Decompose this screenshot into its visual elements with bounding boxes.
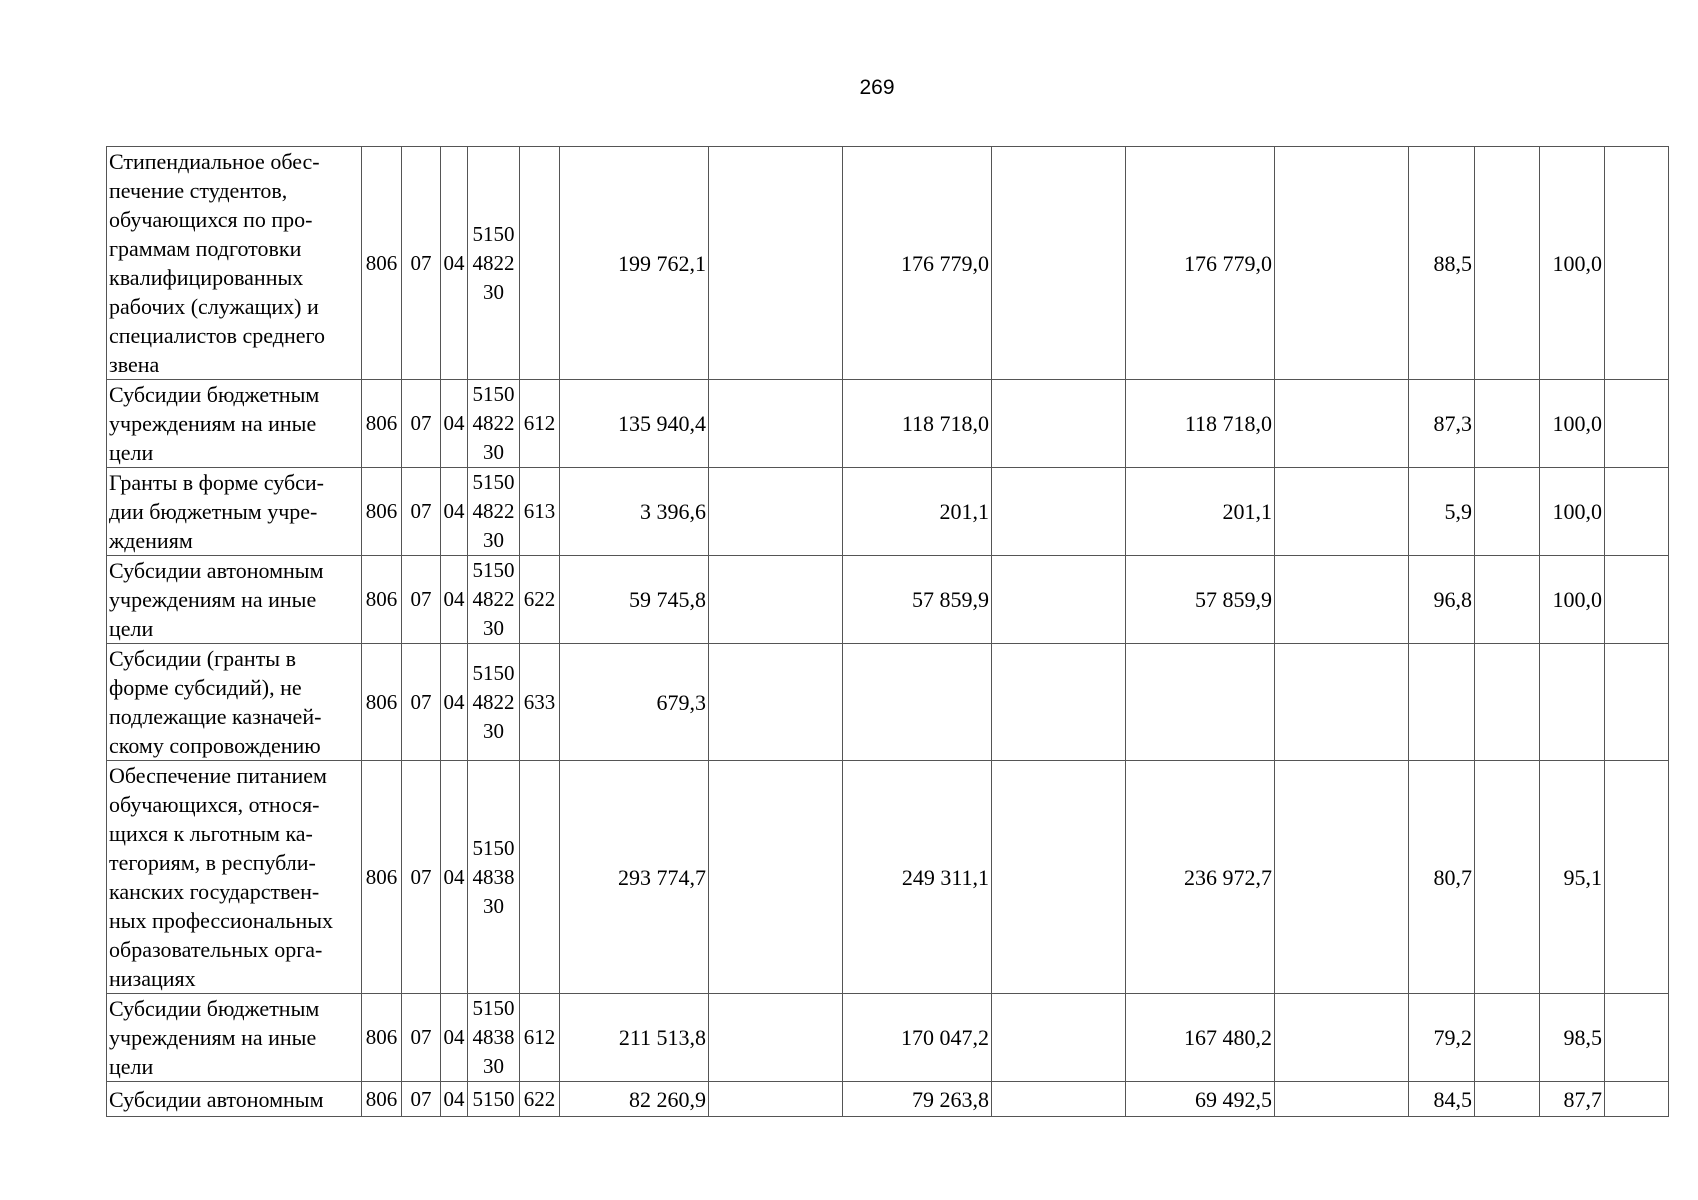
target-article-code: 5150 4838 30	[468, 994, 520, 1082]
subsection-code: 04	[441, 556, 468, 644]
percent-col-1	[1409, 644, 1475, 761]
row-name: Субсидии бюджетным учреждениям на иные цели	[107, 380, 362, 468]
grbs-code: 806	[362, 644, 402, 761]
row-name: Гранты в форме субси- дии бюджетным учре- ждениям	[107, 468, 362, 556]
percent-col-1: 88,5	[1409, 147, 1475, 380]
percent-col-1: 84,5	[1409, 1082, 1475, 1117]
row-name: Обеспечение питанием обучающихся, относя- щихся к льготным ка- тегориям, в республи- канских государствен- ных профессиональных образовательных орга- низациях	[107, 761, 362, 994]
subsection-code: 04	[441, 1082, 468, 1117]
percent-col-4	[1605, 468, 1669, 556]
amount-col-1: 199 762,1	[560, 147, 709, 380]
expense-type-code	[520, 761, 560, 994]
percent-col-4	[1605, 1082, 1669, 1117]
subsection-code: 04	[441, 994, 468, 1082]
subsection-code: 04	[441, 380, 468, 468]
percent-col-4	[1605, 761, 1669, 994]
percent-col-2	[1475, 644, 1540, 761]
target-article-code: 5150	[468, 1082, 520, 1117]
amount-col-1: 293 774,7	[560, 761, 709, 994]
grbs-code: 806	[362, 761, 402, 994]
table-row	[107, 147, 1669, 380]
amount-col-2	[709, 380, 843, 468]
percent-col-3: 98,5	[1540, 994, 1605, 1082]
percent-col-1: 87,3	[1409, 380, 1475, 468]
amount-col-2	[709, 468, 843, 556]
table-row	[107, 994, 1669, 1082]
amount-col-2	[709, 644, 843, 761]
amount-col-6	[1275, 994, 1409, 1082]
page-number: 269	[859, 76, 895, 99]
amount-col-3: 118 718,0	[843, 380, 992, 468]
percent-col-3: 100,0	[1540, 556, 1605, 644]
percent-col-2	[1475, 761, 1540, 994]
amount-col-3: 176 779,0	[843, 147, 992, 380]
amount-col-1: 135 940,4	[560, 380, 709, 468]
amount-col-4	[992, 761, 1126, 994]
percent-col-3: 100,0	[1540, 468, 1605, 556]
row-name: Субсидии (гранты в форме субсидий), не подлежащие казначей- скому сопровождению	[107, 644, 362, 761]
amount-col-2	[709, 761, 843, 994]
percent-col-1: 5,9	[1409, 468, 1475, 556]
percent-col-2	[1475, 147, 1540, 380]
amount-col-6	[1275, 644, 1409, 761]
percent-col-3: 95,1	[1540, 761, 1605, 994]
table-row	[107, 761, 1669, 994]
subsection-code: 04	[441, 468, 468, 556]
target-article-code: 5150 4822 30	[468, 147, 520, 380]
table-body	[107, 147, 1669, 1117]
amount-col-4	[992, 644, 1126, 761]
target-article-code: 5150 4822 30	[468, 380, 520, 468]
section-code: 07	[402, 147, 441, 380]
expense-type-code: 622	[520, 1082, 560, 1117]
expense-type-code: 633	[520, 644, 560, 761]
percent-col-4	[1605, 380, 1669, 468]
expense-type-code: 612	[520, 994, 560, 1082]
amount-col-3: 201,1	[843, 468, 992, 556]
section-code: 07	[402, 1082, 441, 1117]
section-code: 07	[402, 468, 441, 556]
target-article-code: 5150 4822 30	[468, 468, 520, 556]
amount-col-5: 176 779,0	[1126, 147, 1275, 380]
percent-col-2	[1475, 468, 1540, 556]
percent-col-4	[1605, 994, 1669, 1082]
percent-col-1: 80,7	[1409, 761, 1475, 994]
grbs-code: 806	[362, 1082, 402, 1117]
row-name: Субсидии автономным	[107, 1082, 362, 1117]
expense-type-code: 622	[520, 556, 560, 644]
percent-col-1: 79,2	[1409, 994, 1475, 1082]
amount-col-3	[843, 644, 992, 761]
budget-table	[106, 146, 1669, 1117]
percent-col-3: 100,0	[1540, 147, 1605, 380]
amount-col-1: 59 745,8	[560, 556, 709, 644]
section-code: 07	[402, 994, 441, 1082]
amount-col-2	[709, 1082, 843, 1117]
target-article-code: 5150 4838 30	[468, 761, 520, 994]
section-code: 07	[402, 761, 441, 994]
expense-type-code: 613	[520, 468, 560, 556]
amount-col-1: 82 260,9	[560, 1082, 709, 1117]
percent-col-2	[1475, 556, 1540, 644]
percent-col-3	[1540, 644, 1605, 761]
amount-col-4	[992, 1082, 1126, 1117]
subsection-code: 04	[441, 761, 468, 994]
percent-col-4	[1605, 644, 1669, 761]
amount-col-4	[992, 556, 1126, 644]
percent-col-2	[1475, 1082, 1540, 1117]
amount-col-2	[709, 556, 843, 644]
row-name: Субсидии автономным учреждениям на иные цели	[107, 556, 362, 644]
amount-col-5: 118 718,0	[1126, 380, 1275, 468]
amount-col-1: 3 396,6	[560, 468, 709, 556]
amount-col-5: 167 480,2	[1126, 994, 1275, 1082]
percent-col-4	[1605, 556, 1669, 644]
amount-col-2	[709, 994, 843, 1082]
percent-col-2	[1475, 380, 1540, 468]
grbs-code: 806	[362, 468, 402, 556]
table-row	[107, 1082, 1669, 1117]
amount-col-4	[992, 147, 1126, 380]
grbs-code: 806	[362, 147, 402, 380]
subsection-code: 04	[441, 147, 468, 380]
amount-col-4	[992, 380, 1126, 468]
percent-col-3: 87,7	[1540, 1082, 1605, 1117]
amount-col-2	[709, 147, 843, 380]
table-row	[107, 644, 1669, 761]
percent-col-1: 96,8	[1409, 556, 1475, 644]
section-code: 07	[402, 644, 441, 761]
table-row	[107, 468, 1669, 556]
percent-col-3: 100,0	[1540, 380, 1605, 468]
amount-col-6	[1275, 1082, 1409, 1117]
expense-type-code	[520, 147, 560, 380]
amount-col-5: 236 972,7	[1126, 761, 1275, 994]
target-article-code: 5150 4822 30	[468, 644, 520, 761]
amount-col-6	[1275, 380, 1409, 468]
section-code: 07	[402, 556, 441, 644]
grbs-code: 806	[362, 994, 402, 1082]
amount-col-5: 201,1	[1126, 468, 1275, 556]
amount-col-6	[1275, 761, 1409, 994]
amount-col-5: 69 492,5	[1126, 1082, 1275, 1117]
row-name: Субсидии бюджетным учреждениям на иные цели	[107, 994, 362, 1082]
subsection-code: 04	[441, 644, 468, 761]
grbs-code: 806	[362, 556, 402, 644]
table-row	[107, 556, 1669, 644]
section-code: 07	[402, 380, 441, 468]
percent-col-2	[1475, 994, 1540, 1082]
amount-col-3: 249 311,1	[843, 761, 992, 994]
amount-col-1: 211 513,8	[560, 994, 709, 1082]
amount-col-1: 679,3	[560, 644, 709, 761]
amount-col-3: 170 047,2	[843, 994, 992, 1082]
amount-col-3: 57 859,9	[843, 556, 992, 644]
amount-col-4	[992, 468, 1126, 556]
target-article-code: 5150 4822 30	[468, 556, 520, 644]
table-row	[107, 380, 1669, 468]
grbs-code: 806	[362, 380, 402, 468]
amount-col-4	[992, 994, 1126, 1082]
amount-col-6	[1275, 556, 1409, 644]
amount-col-6	[1275, 147, 1409, 380]
row-name: Стипендиальное обес- печение студентов, обучающихся по про- граммам подготовки квалифицированных рабочих (служащих) и специалистов среднего звена	[107, 147, 362, 380]
amount-col-5	[1126, 644, 1275, 761]
amount-col-5: 57 859,9	[1126, 556, 1275, 644]
amount-col-3: 79 263,8	[843, 1082, 992, 1117]
percent-col-4	[1605, 147, 1669, 380]
expense-type-code: 612	[520, 380, 560, 468]
amount-col-6	[1275, 468, 1409, 556]
